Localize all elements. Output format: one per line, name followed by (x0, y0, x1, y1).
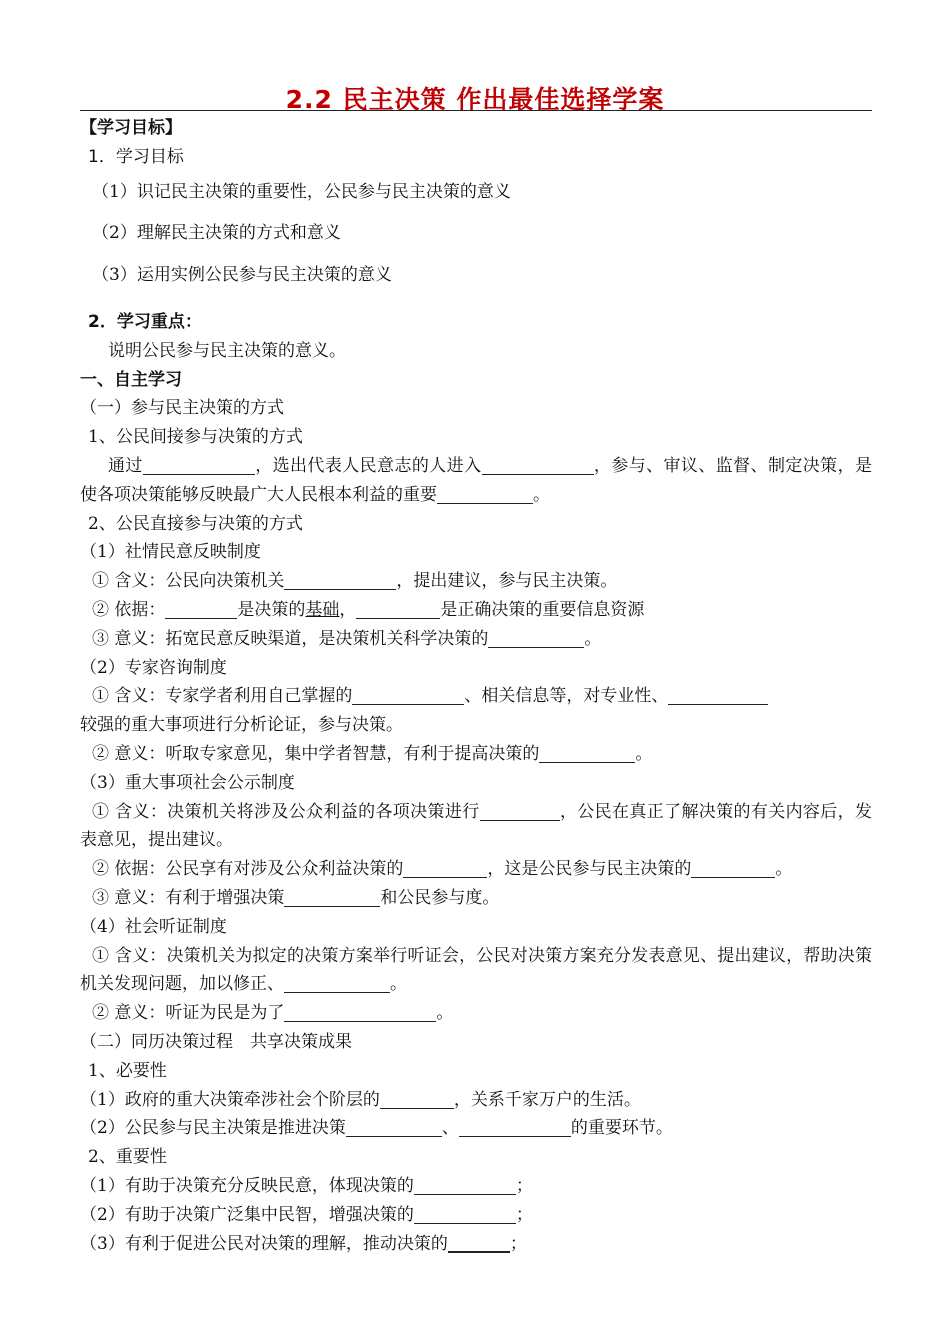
fill-blank[interactable] (380, 1088, 454, 1109)
fill-blank[interactable] (346, 1116, 442, 1137)
fill-blank[interactable] (668, 684, 768, 705)
fill-blank[interactable] (356, 598, 440, 619)
paragraph-indirect: 通过 ，选出代表人民意志的人进入 ，参与、审议、监督、制定决策，是使各项决策能够反映最广大人民根本利益的重要 。 (80, 456, 872, 505)
topic-heading: 1、必要性 (88, 1060, 167, 1081)
item-line: ② 意义：听证为民是为了 。 (92, 1003, 454, 1024)
topic-heading: 2、重要性 (88, 1147, 167, 1168)
section-heading-self-study: 一、自主学习 (80, 369, 182, 390)
fill-blank[interactable] (284, 569, 396, 590)
fill-blank[interactable] (165, 598, 237, 619)
item-line: （2）公民参与民主决策是推进决策 、 的重要环节。 (80, 1118, 673, 1139)
fill-blank[interactable] (284, 1001, 436, 1022)
worksheet-body (80, 114, 872, 1258)
fill-blank[interactable] (352, 684, 464, 705)
item-heading: （2）专家咨询制度 (80, 657, 227, 678)
goal-item: （3）运用实例公民参与民主决策的意义 (92, 264, 392, 285)
item-line: ① 含义：专家学者利用自己掌握的 、相关信息等，对专业性、 (80, 682, 872, 711)
goal-item: （1）识记民主决策的重要性，公民参与民主决策的意义 (92, 181, 511, 202)
topic-heading: 2、公民直接参与决策的方式 (88, 513, 303, 534)
item-line-continued: 较强的重大事项进行分析论证，参与决策。 (80, 715, 403, 736)
fill-blank[interactable] (284, 886, 380, 907)
item-line: （3）有利于促进公民对决策的理解，推动决策的 ； (80, 1230, 872, 1259)
item-line: ① 含义：公民向决策机关 ，提出建议，参与民主决策。 (92, 571, 618, 592)
goal-item: （2）理解民主决策的方式和意义 (92, 223, 341, 244)
item-line: ③ 意义：拓宽民意反映渠道，是决策机关科学决策的 。 (92, 628, 602, 649)
page-title: 2.2 民主决策 作出最佳选择学案 (285, 85, 665, 114)
fill-blank[interactable] (539, 742, 635, 763)
item-heading: （3）重大事项社会公示制度 (80, 772, 295, 793)
goal-2-text: 说明公民参与民主决策的意义。 (108, 340, 346, 361)
item-line: ① 含义：决策机关将涉及公众利益的各项决策进行 ，公民在真正了解决策的有关内容后，发表意见，提出建议。 (80, 801, 872, 851)
fill-blank[interactable] (437, 483, 533, 504)
title-divider (80, 110, 872, 111)
fill-blank[interactable] (448, 1231, 510, 1253)
goal-2-heading: 2．学习重点： (88, 312, 202, 333)
goal-1-heading: 1．学习目标 (88, 146, 184, 167)
fill-blank[interactable] (414, 1203, 516, 1224)
item-line: （2）有助于决策广泛集中民智，增强决策的 ； (80, 1204, 533, 1225)
section-heading-goals: 【学习目标】 (80, 118, 182, 138)
subsection-heading: （一）参与民主决策的方式 (80, 398, 284, 419)
fill-blank[interactable] (403, 857, 487, 878)
fill-blank[interactable] (691, 857, 775, 878)
topic-heading: 1、公民间接参与决策的方式 (88, 427, 303, 448)
fill-blank[interactable] (284, 972, 390, 993)
item-heading: （1）社情民意反映制度 (80, 542, 261, 563)
fill-blank[interactable] (143, 454, 255, 475)
fill-blank[interactable] (480, 800, 560, 821)
item-line: ③ 意义：有利于增强决策 和公民参与度。 (92, 888, 500, 909)
item-heading: （4）社会听证制度 (80, 916, 227, 937)
subsection-heading: （二）同历决策过程 共享决策成果 (80, 1032, 352, 1053)
item-line: ② 依据：公民享有对涉及公众利益决策的 ，这是公民参与民主决策的 。 (92, 859, 793, 880)
item-line: ② 依据： 是决策的基础， 是正确决策的重要信息资源 (92, 600, 645, 621)
fill-blank[interactable] (459, 1116, 571, 1137)
item-line: ② 意义：听取专家意见，集中学者智慧，有利于提高决策的 。 (92, 744, 653, 765)
fill-blank[interactable] (482, 454, 594, 475)
item-line: （1）有助于决策充分反映民意，体现决策的 ； (80, 1176, 533, 1196)
item-line: ① 含义：决策机关为拟定的决策方案举行听证会，公民对决策方案充分发表意见、提出建议，帮助决策机关发现问题，加以修正、 。 (80, 945, 872, 995)
fill-blank[interactable] (488, 627, 584, 648)
fill-blank[interactable] (414, 1174, 516, 1195)
item-line: （1）政府的重大决策牵涉社会个阶层的 ，关系千家万户的生活。 (80, 1089, 641, 1110)
